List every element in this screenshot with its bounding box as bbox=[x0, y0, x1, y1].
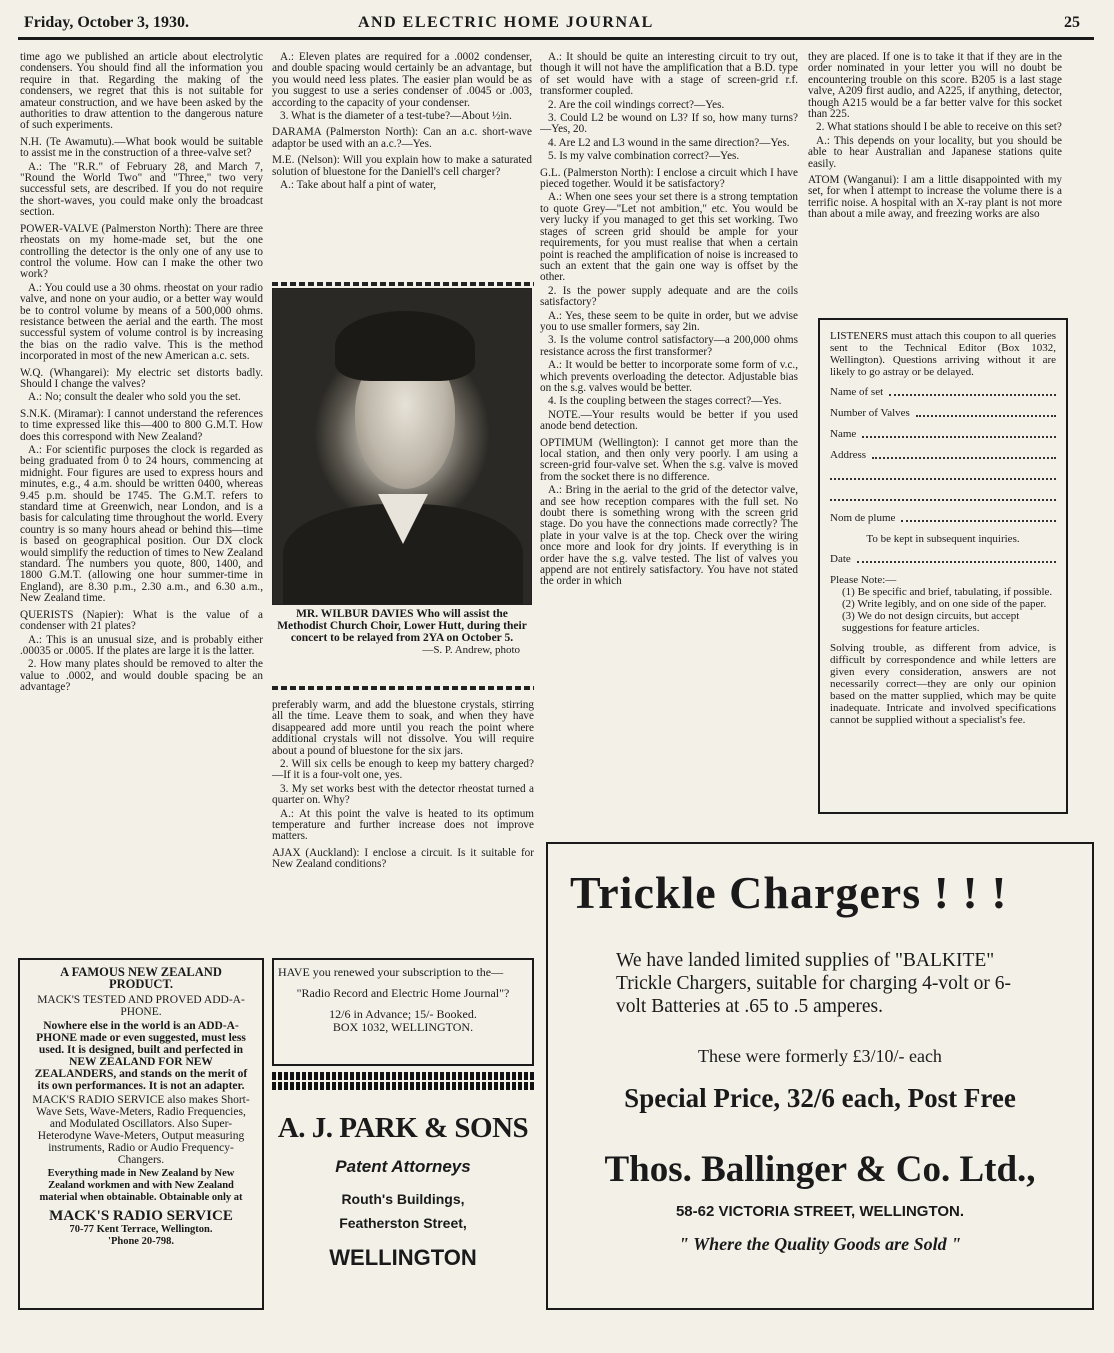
query-darama: DARAMA (Palmerston North): Can an a.c. short-wave adaptor be used with an a.c.?—Yes. bbox=[272, 126, 532, 150]
query-l2-l3: 3. Could L2 be wound on L3? If so, how many turns?—Yes, 20. bbox=[540, 112, 798, 136]
coupon-field-name-of-set[interactable] bbox=[830, 386, 1056, 399]
answer-rheostat: A.: At this point the valve is heated to its optimum temperature and further increase does not improve matters. bbox=[272, 807, 534, 843]
answer-snk: A.: For scientific purposes the clock is regarded as being graduated from 0 to 24 hours, commencing at midnight. Four figures are used to express hours and minutes, e.g., 4 a.m. should be written 0400, whereas 9.45 p.m. should be 1745. The G.M.T. refers to standard time at Greenwich, near London, and is a basis for calculating time throughout the world. Every country is so many hours ahead or behind this—time is based on geographical position. Our DX clock would simplify the reduction of times to New Zealand standard. The numbers you quote, 800, 1400, and 1800 G.M.T. (allowing one hour summer-time in England), are 8.30 p.m., 2.30 a.m., and 6.30 a.m., New Zealand time. bbox=[20, 444, 263, 605]
trickle-address: 58-62 VICTORIA STREET, WELLINGTON. bbox=[675, 1203, 965, 1220]
answer-gl: A.: When one sees your set there is a strong temptation to quote Grey—"Let not ambition," etc. You would be very lucky if you managed to get this set working. Two stages of screen grid should be ample for your requirements, for you must realise that when a certain point is reached the amplification of noise is increased to such an extent that the gain one way is offset by the other. bbox=[540, 191, 798, 284]
trickle-slogan: " Where the Quality Goods are Sold " bbox=[678, 1234, 962, 1254]
macks-radio-advert bbox=[18, 958, 264, 1310]
optimum-continued: they are placed. If one is to take it that if they are in the order nominated in your letter you will no doubt be encountering trouble on this score. B205 is a last stage valve, A209 first audio, and A225, if anything, detector, though A215 would be a far better valve for this socket than 225. bbox=[808, 52, 1062, 121]
query-optimum: OPTIMUM (Wellington): I cannot get more than the local station, and then only very poorly. I am using a screen-grid four-valve set. When the s.g. valve is moved from the socket there is no difference. bbox=[540, 436, 798, 483]
column-3 bbox=[540, 52, 798, 832]
park-city: WELLINGTON bbox=[329, 1245, 477, 1270]
mack-name: MACK'S RADIO SERVICE bbox=[49, 1208, 233, 1224]
hatch-bar bbox=[272, 1072, 534, 1080]
query-gl-3: 3. Is the volume control satisfactory—a 200,000 ohms resistance across the first transformer? bbox=[540, 334, 798, 358]
portrait-photo bbox=[272, 288, 532, 605]
mack-bold: Nowhere else in the world is an ADD-A-PHONE made or even suggested, must less used. It is designed, built and perfected in NEW ZEALAND FOR NEW ZEALANDERS, and stands on the merit of its own performances. It is not an adapter. bbox=[34, 1020, 248, 1092]
query-gl-4: 4. Is the coupling between the stages correct?—Yes. bbox=[548, 395, 782, 408]
hatch-bar bbox=[272, 1082, 534, 1090]
field-line bbox=[830, 470, 1056, 480]
query-nh: N.H. (Te Awamutu).—What book would be suitable to assist me in the construction of a three-valve set? bbox=[20, 135, 263, 160]
query-ajax: AJAX (Auckland): I enclose a circuit. Is it suitable for New Zealand conditions? bbox=[272, 846, 534, 871]
intro-paragraph: time ago we published an article about electrolytic condensers. You should find all the information you require in that. Regarding the making of the condensers, we regret that this is not suitable for amateur construction, and we have been asked by the authorities to draw attention to the dangerous nature of such experiments. bbox=[20, 52, 263, 132]
field-line bbox=[830, 491, 1056, 501]
bluestone-continued: preferably warm, and add the bluestone crystals, stirring all the time. Leave them to soak, and when they have disappeared add more until you reach the point where additional crystals will not dissolve. You will require about a pound of bluestone for the six jars. bbox=[272, 700, 534, 757]
query-gl: G.L. (Palmerston North): I enclose a circuit which I have pieced together. Would it be satisfactory? bbox=[540, 166, 798, 191]
field-label: Name bbox=[830, 428, 857, 440]
trickle-chargers-advert bbox=[546, 842, 1094, 1310]
mack-body: MACK'S RADIO SERVICE also makes Short-Wave Sets, Wave-Meters, Radio Frequencies, and Modulated Oscillators. Also Super-Heterodyne Wave-Meters, Output measuring instruments, Radio or Audio Frequency-Changers. bbox=[32, 1094, 250, 1166]
photo-credit: —S. P. Andrew, photo bbox=[422, 644, 520, 656]
subs-line-1: HAVE you renewed your subscription to the— bbox=[278, 965, 504, 979]
answer-optimum: A.: Bring in the aerial to the grid of the detector valve, and see how reception compares with the full set. No doubt there is something wrong with the screen grid stage. Do you have the connections made correctly? The plate in your valve is at the top. Check over the wiring once more and look for dry joints. If everything is in order have the s.g. valve tested. The list of valves you append are not entirely satisfactory. You have not stated the order in which bbox=[540, 484, 798, 588]
mack-lead: MACK'S TESTED AND PROVED ADD-A-PHONE. bbox=[37, 994, 245, 1018]
query-coupon bbox=[818, 318, 1068, 814]
field-label: Number of Valves bbox=[830, 407, 910, 419]
column-2-bottom bbox=[272, 700, 534, 950]
trickle-title: Trickle Chargers ! ! ! bbox=[570, 867, 1008, 918]
divider bbox=[272, 686, 534, 690]
field-line bbox=[901, 512, 1056, 522]
photo-caption bbox=[272, 608, 532, 656]
coupon-address-line-2[interactable] bbox=[830, 470, 1056, 483]
answer-ajax: A.: It should be quite an interesting circuit to try out, though it will not have the amplification that a B.D. type of set would have with a stage of screen-grid r.f. transformer coupled. bbox=[540, 52, 798, 98]
issue-date: Friday, October 3, 1930. bbox=[24, 14, 190, 31]
subs-line-2: "Radio Record and Electric Home Journal"? bbox=[296, 986, 510, 1000]
divider bbox=[272, 282, 534, 286]
coupon-field-date[interactable] bbox=[830, 553, 1056, 566]
header-rule bbox=[18, 37, 1094, 40]
answer-nh: A.: The "R.R." of February 28, and March 7, "Round the World Two" and "Three," two very successful sets, are described. If you do not require the short-waves, you could make only the broadcast section. bbox=[20, 160, 263, 219]
column-4 bbox=[808, 52, 1062, 304]
subs-line-4: BOX 1032, WELLINGTON. bbox=[332, 1020, 474, 1034]
query-atom: ATOM (Wanganui): I am a little disappointed with my set, for when I attempt to increase the volume there is a terrific noise. A hospital with an X-ray plant is not more than about a mile away, and freezing works are also bbox=[808, 174, 1062, 221]
park-name: A. J. PARK & SONS bbox=[277, 1112, 529, 1144]
subs-line-3: 12/6 in Advance; 15/- Booked. bbox=[329, 1007, 477, 1021]
query-direction: 4. Are L2 and L3 wound in the same direction?—Yes. bbox=[548, 136, 790, 149]
coupon-note-1: (1) Be specific and brief, tabulating, if possible. bbox=[842, 586, 1053, 598]
caption-text: MR. WILBUR DAVIES Who will assist the Methodist Church Choir, Lower Hutt, during their concert to be relayed from 2YA on October 5. bbox=[277, 608, 527, 644]
park-role: Patent Attorneys bbox=[335, 1157, 471, 1176]
mack-address: 70-77 Kent Terrace, Wellington. bbox=[69, 1224, 213, 1235]
query-wq: W.Q. (Whangarei): My electric set distorts badly. Should I change the valves? bbox=[20, 366, 263, 390]
answer-gl-3: A.: It would be better to incorporate some form of v.c., which prevents overloading the detector. Adjustable bias on the s.g. valves would be better. bbox=[540, 359, 798, 394]
coupon-kept-note: To be kept in subsequent inquiries. bbox=[866, 533, 1020, 545]
coupon-field-number-of-valves[interactable] bbox=[830, 407, 1056, 420]
coupon-note-3: (3) We do not design circuits, but accept suggestions for feature articles. bbox=[842, 610, 1020, 634]
aj-park-advert bbox=[272, 1072, 534, 1312]
coupon-field-nom-de-plume[interactable] bbox=[830, 512, 1056, 525]
coupon-footer: Solving trouble, as different from advice, is difficult by correspondence and while letters are given every consideration, answers are not necessarily correct—they are only our opinion based on the matter supplied, which may be quite inadequate. Intricate and involved specifications cannot be supplied without a specialist's fee. bbox=[830, 642, 1056, 726]
journal-title: AND ELECTRIC HOME JOURNAL bbox=[358, 14, 654, 31]
trickle-body: We have landed limited supplies of "BALKITE" Trickle Chargers, suitable for charging 4-volt or 6-volt Batteries at .65 to .5 amperes. bbox=[616, 950, 1011, 1017]
field-line bbox=[857, 553, 1056, 563]
mack-title: A FAMOUS NEW ZEALAND PRODUCT. bbox=[60, 965, 222, 991]
query-six-cells: 2. Will six cells be enough to keep my battery charged?—If it is a four-volt one, yes. bbox=[272, 758, 534, 782]
trickle-company: Thos. Ballinger & Co. Ltd., bbox=[604, 1149, 1036, 1190]
query-me: M.E. (Nelson): Will you explain how to make a saturated solution of bluestone for the Daniell's cell charger? bbox=[272, 154, 532, 178]
answer-querists: A.: This is an unusual size, and is probably either .00035 or .0005. If the plates are large it is the latter. bbox=[20, 633, 263, 657]
trickle-formerly: These were formerly £3/10/- each bbox=[698, 1046, 942, 1066]
photo-hair bbox=[335, 311, 475, 381]
query-valve-combination: 5. Is my valve combination correct?—Yes. bbox=[548, 150, 740, 163]
subscription-box bbox=[272, 958, 534, 1066]
query-querists-2: 2. How many plates should be removed to alter the value to .0002, and would double spacing be an advantage? bbox=[20, 658, 263, 694]
answer-gl-2: A.: Yes, these seem to be quite in order, but we advise you to use smaller formers, say 2in. bbox=[540, 309, 798, 333]
coupon-intro: LISTENERS must attach this coupon to all queries sent to the Technical Editor (Box 1032, Wellington). Questions arriving without it are likely to go astray or be delayed. bbox=[830, 330, 1056, 378]
page-header bbox=[18, 10, 1098, 40]
field-label: Date bbox=[830, 553, 851, 565]
field-line bbox=[916, 407, 1056, 417]
field-line bbox=[872, 449, 1056, 459]
column-1 bbox=[20, 52, 263, 952]
answer-power-valve: A.: You could use a 30 ohms. rheostat on your radio valve, and none on your audio, or a better way would be to control volume by means of a 500,000 ohms. resistance between the aerial and the earth. The most successful system of volume control is by increasing the bias on the radio valve. This is the method incorporated in most of the new American a.c. sets. bbox=[20, 281, 263, 363]
mack-phone: 'Phone 20-798. bbox=[108, 1236, 174, 1247]
query-power-valve: POWER-VALVE (Palmerston North): There are three rheostats on my home-made set, but the one controlling the detector is the only one of any use to control the volume. How can I make the other two work? bbox=[20, 222, 263, 281]
field-label: Address bbox=[830, 449, 867, 461]
query-snk: S.N.K. (Miramar): I cannot understand the references to time expressed like this—400 to 800 G.M.T. How does this correspond with New Zealand? bbox=[20, 407, 263, 443]
answer-wq: A.: No; consult the dealer who sold you the set. bbox=[28, 391, 241, 404]
answer-stations: A.: This depends on your locality, but you should be able to hear Australian and Japanese stations quite easily. bbox=[808, 134, 1062, 170]
query-rheostat: 3. My set works best with the detector rheostat turned a quarter on. Why? bbox=[272, 782, 534, 807]
field-label: Name of set bbox=[830, 386, 884, 398]
answer-eleven-plates: A.: Eleven plates are required for a .0002 condenser, and double spacing would certainly be an advantage, but you would need less plates. The easier plan would be as you suggest to use a series condenser of .0045 or .003, according to the capacity of your condenser. bbox=[272, 52, 532, 109]
coupon-note-2: (2) Write legibly, and on one side of the paper. bbox=[842, 598, 1047, 610]
trickle-special-price: Special Price, 32/6 each, Post Free bbox=[624, 1083, 1016, 1113]
page-number: 25 bbox=[1064, 14, 1080, 31]
mack-made: Everything made in New Zealand by New Zealand workmen and with New Zealand material when obtainable. Obtainable only at bbox=[39, 1168, 243, 1203]
coupon-field-name[interactable] bbox=[830, 428, 1056, 441]
field-label: Nom de plume bbox=[830, 512, 896, 524]
field-line bbox=[862, 428, 1056, 438]
coupon-address-line-3[interactable] bbox=[830, 491, 1056, 504]
field-line bbox=[889, 386, 1056, 396]
coupon-note-title: Please Note:— bbox=[830, 574, 897, 586]
query-querists: QUERISTS (Napier): What is the value of a condenser with 21 plates? bbox=[20, 608, 263, 633]
query-coil-windings: 2. Are the coil windings correct?—Yes. bbox=[548, 98, 725, 111]
park-address-1: Routh's Buildings, bbox=[341, 1191, 465, 1207]
column-2-top bbox=[272, 52, 532, 282]
query-stations: 2. What stations should I be able to receive on this set? bbox=[816, 121, 1062, 134]
coupon-field-address[interactable] bbox=[830, 449, 1056, 462]
park-address-2: Featherston Street, bbox=[339, 1215, 467, 1231]
query-gl-2: 2. Is the power supply adequate and are the coils satisfactory? bbox=[540, 284, 798, 309]
note-gl: NOTE.—Your results would be better if you used anode bend detection. bbox=[540, 408, 798, 433]
answer-me: A.: Take about half a pint of water, bbox=[280, 179, 437, 192]
answer-test-tube: 3. What is the diameter of a test-tube?—About ½in. bbox=[280, 110, 512, 123]
